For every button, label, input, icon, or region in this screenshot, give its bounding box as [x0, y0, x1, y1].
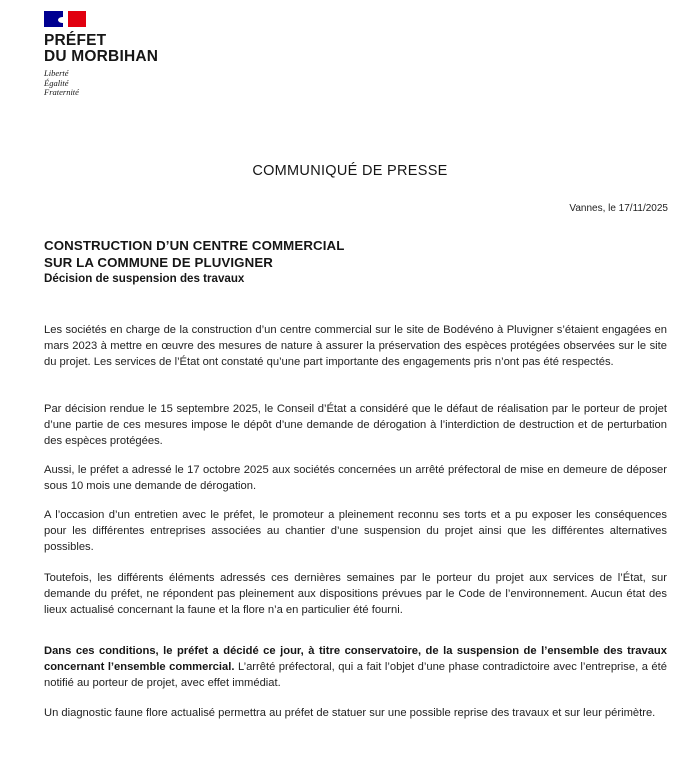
motto-egalite: Égalité — [44, 77, 69, 88]
paragraph-7: Un diagnostic faune flore actualisé permettra au préfet de statuer sur une possible reprise des travaux et sur leur périmètre. — [44, 707, 656, 719]
paragraph-6-rest: L’arrêté préfectoral, qui a fait l’objet d’une phase contradictoire avec l’entreprise, a été notifié au porteur de projet, avec effet immédiat. — [44, 661, 667, 689]
paragraph-2: Par décision rendue le 15 septembre 2025, le Conseil d’État a considéré que le défaut de réalisation par le porteur de projet d’une partie de ces mesures impose le dépôt d’une demande de dérogation à l’interdiction de destruction et de perturbation des espèces protégées. — [44, 403, 667, 447]
document-subtitle: Décision de suspension des travaux — [44, 272, 245, 285]
paragraph-6-bold: Dans ces conditions, le préfet a décidé ce jour, à titre conservatoire, de la suspension de l’ensemble des travaux concernant l’ensemble commercial. — [44, 645, 667, 673]
republic-motto — [44, 69, 158, 98]
place-date: Vannes, le 17/11/2025 — [569, 203, 668, 214]
document-type: COMMUNIQUÉ DE PRESSE — [252, 163, 448, 179]
paragraph-4: A l’occasion d’un entretien avec le préfet, le promoteur a pleinement reconnu ses torts et a pu exposer les conséquences pour les différentes entreprises associées au chantier d’une suspension du projet ainsi que les différentes alternatives possibles. — [44, 509, 667, 553]
title-line2: SUR LA COMMUNE DE PLUVIGNER — [44, 255, 273, 270]
title-line1: CONSTRUCTION D’UN CENTRE COMMERCIAL — [44, 238, 345, 253]
document-title-block — [44, 237, 344, 286]
motto-fraternite: Fraternité — [44, 87, 79, 97]
marianne-flag-icon — [44, 11, 86, 27]
prefecture-line2: DU MORBIHAN — [44, 48, 159, 65]
prefecture-logo — [44, 11, 158, 98]
paragraph-5: Toutefois, les différents éléments adressés ces dernières semaines par le porteur du projet aux services de l’État, sur demande du préfet, ne répondent pas pleinement aux dispositions prévues par le Code de l’environnement. Aucun état des lieux actualisé concernant la faune et la flore n’a en particulier été fourni. — [44, 572, 667, 616]
prefecture-line1: PRÉFET — [44, 32, 107, 49]
motto-liberte: Liberté — [44, 68, 69, 78]
prefecture-name — [44, 33, 158, 65]
paragraph-1: Les sociétés en charge de la construction d’un centre commercial sur le site de Bodévéno à Pluvigner s’étaient engagées en mars 2023 à mettre en œuvre des mesures de nature à assurer la préservation des espèces protégées observées sur le site du projet. Les services de l’État ont constaté qu’une part importante des engagements pris n’ont pas été respectés. — [44, 324, 667, 368]
paragraph-6 — [44, 643, 667, 691]
paragraph-3: Aussi, le préfet a adressé le 17 octobre 2025 aux sociétés concernées un arrêté préfectoral de mise en demeure de déposer sous 10 mois une demande de dérogation. — [44, 464, 667, 492]
